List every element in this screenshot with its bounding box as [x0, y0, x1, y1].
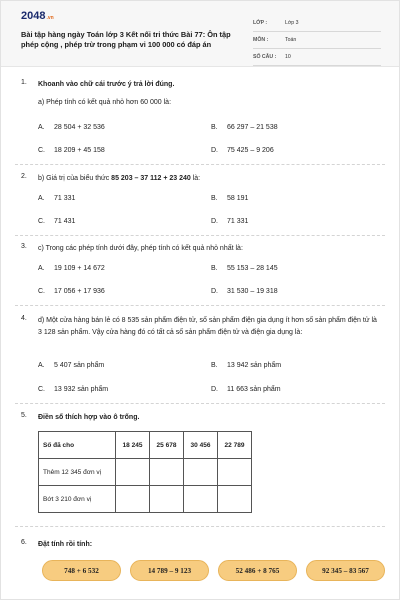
option-b[interactable] — [211, 265, 278, 272]
divider — [15, 305, 385, 306]
option-text: 71 431 — [54, 218, 76, 225]
option-letter: A. — [38, 195, 45, 202]
option-a[interactable] — [38, 124, 105, 131]
meta-key: LỚP : — [253, 20, 268, 26]
answer-cell[interactable] — [184, 459, 218, 486]
option-letter: B. — [211, 124, 218, 131]
worksheet-title: Bài tập hàng ngày Toán lớp 3 Kết nối tri thức Bài 77: Ôn tập phép cộng , phép trừ trong phạm vi 100 000 có đáp án — [21, 30, 231, 49]
option-text: 75 425 – 9 206 — [227, 147, 274, 154]
option-text: 71 331 — [227, 218, 249, 225]
option-letter: C. — [38, 386, 45, 393]
meta-value: Toán — [285, 37, 297, 43]
option-letter: C. — [38, 147, 45, 154]
logo-text: 2048 — [21, 10, 46, 22]
table-header-cell: 30 456 — [184, 432, 218, 459]
divider — [15, 403, 385, 404]
option-a[interactable] — [38, 265, 105, 272]
option-c[interactable] — [38, 386, 108, 393]
option-b[interactable] — [211, 124, 278, 131]
option-text: 18 209 + 45 158 — [54, 147, 105, 154]
divider — [15, 235, 385, 236]
option-c[interactable] — [38, 218, 75, 225]
meta-value: Lớp 3 — [285, 20, 299, 26]
meta-row-count — [253, 49, 381, 66]
table-header-cell: 18 245 — [116, 432, 150, 459]
option-letter: C. — [38, 218, 45, 225]
option-d[interactable] — [211, 218, 248, 225]
option-letter: D. — [211, 386, 218, 393]
option-a[interactable] — [38, 362, 104, 369]
option-a[interactable] — [38, 195, 75, 202]
calc-chip: 92 345 – 83 567 — [306, 560, 385, 581]
option-text: 17 056 + 17 936 — [54, 288, 105, 295]
question-text: Đặt tính rồi tính: — [38, 541, 93, 548]
meta-key: MÔN : — [253, 37, 269, 43]
option-text: 13 942 sản phẩm — [227, 362, 282, 369]
option-text: 58 191 — [227, 195, 249, 202]
option-text: 71 331 — [54, 195, 76, 202]
option-letter: C. — [38, 288, 45, 295]
site-logo[interactable] — [21, 10, 54, 22]
answer-cell[interactable] — [150, 486, 184, 513]
worksheet-header — [1, 1, 399, 67]
option-c[interactable] — [38, 147, 105, 154]
question-text: Điền số thích hợp vào ô trống. — [38, 414, 140, 421]
question-number: 5. — [21, 412, 27, 419]
answer-cell[interactable] — [116, 486, 150, 513]
answer-cell[interactable] — [218, 459, 252, 486]
question-number: 6. — [21, 539, 27, 546]
option-letter: B. — [211, 195, 218, 202]
option-d[interactable] — [211, 147, 274, 154]
question-subtext: a) Phép tính có kết quả nhỏ hơn 60 000 là: — [38, 99, 172, 106]
option-text: 28 504 + 32 536 — [54, 124, 105, 131]
option-letter: D. — [211, 288, 218, 295]
meta-row-grade — [253, 15, 381, 32]
option-c[interactable] — [38, 288, 105, 295]
option-text: 13 932 sản phẩm — [54, 386, 109, 393]
divider — [15, 526, 385, 527]
table-row — [39, 459, 252, 486]
logo-tld: .vn — [46, 15, 54, 21]
question-number: 3. — [21, 243, 27, 250]
option-letter: B. — [211, 362, 218, 369]
meta-panel — [253, 15, 381, 66]
question-number: 1. — [21, 79, 27, 86]
calc-chip: 14 789 – 9 123 — [130, 560, 209, 581]
meta-row-subject — [253, 32, 381, 49]
option-letter: B. — [211, 265, 218, 272]
question-number: 4. — [21, 315, 27, 322]
table-header-cell: 22 789 — [218, 432, 252, 459]
question-expression: 85 203 – 37 112 + 23 240 — [111, 175, 191, 182]
option-letter: A. — [38, 124, 45, 131]
table-header-row — [39, 432, 252, 459]
option-text: 5 407 sản phẩm — [54, 362, 105, 369]
option-letter: D. — [211, 218, 218, 225]
option-letter: D. — [211, 147, 218, 154]
question-suffix: là: — [190, 175, 201, 182]
answer-cell[interactable] — [116, 459, 150, 486]
question-number: 2. — [21, 173, 27, 180]
option-d[interactable] — [211, 288, 278, 295]
question-text: Khoanh vào chữ cái trước ý trả lời đúng. — [38, 81, 175, 88]
calc-chip: 52 486 + 8 765 — [218, 560, 297, 581]
option-text: 55 153 – 28 145 — [227, 265, 278, 272]
question-text: d) Một cửa hàng bán lẻ có 8 535 sản phẩm điện tử, số sản phẩm điện gia dụng ít hơn số sản phẩm điện tử là 3 128 sản phẩm. Vậy cửa hàng đó có tất cả số sản phẩm điện tử và điện gia dụng là: — [38, 317, 377, 336]
option-text: 11 663 sản phẩm — [227, 386, 281, 393]
table-header-cell: 25 678 — [150, 432, 184, 459]
table-row-label: Bớt 3 210 đơn vị — [39, 486, 116, 513]
option-text: 66 297 – 21 538 — [227, 124, 278, 131]
question-text: c) Trong các phép tính dưới đây, phép tính có kết quả nhỏ nhất là: — [38, 245, 243, 252]
calc-chip: 748 + 6 532 — [42, 560, 121, 581]
table-header-cell: Số đã cho — [39, 432, 116, 459]
meta-key: SỐ CÂU : — [253, 54, 277, 60]
answer-cell[interactable] — [184, 486, 218, 513]
question-prefix: b) Giá trị của biểu thức — [38, 175, 112, 182]
option-letter: A. — [38, 265, 45, 272]
fill-table — [38, 431, 252, 513]
table-row — [39, 486, 252, 513]
calc-chips — [42, 560, 385, 581]
meta-value: 10 — [285, 54, 291, 60]
option-d[interactable] — [211, 386, 281, 393]
answer-cell[interactable] — [150, 459, 184, 486]
answer-cell[interactable] — [218, 486, 252, 513]
table-row-label: Thêm 12 345 đơn vị — [39, 459, 116, 486]
option-b[interactable] — [211, 195, 248, 202]
option-text: 19 109 + 14 672 — [54, 265, 105, 272]
option-b[interactable] — [211, 362, 281, 369]
divider — [15, 164, 385, 165]
option-text: 31 530 – 19 318 — [227, 288, 278, 295]
question-text — [38, 173, 380, 185]
option-letter: A. — [38, 362, 45, 369]
